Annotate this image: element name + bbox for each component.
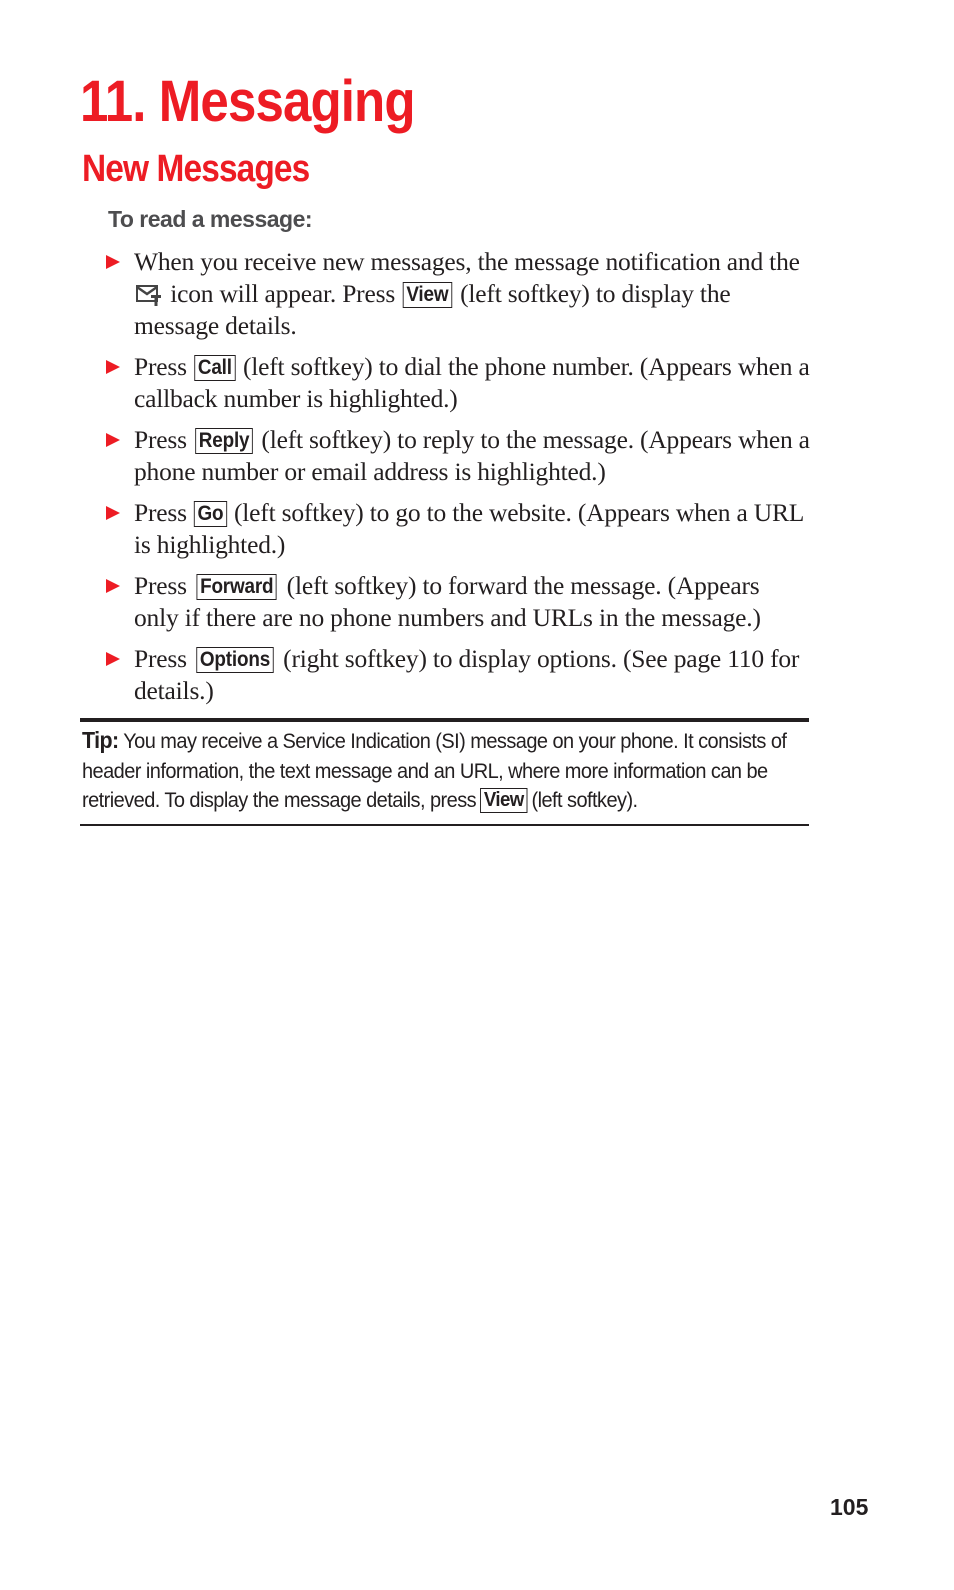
chapter-title: 11. Messaging <box>80 69 415 134</box>
bullet-arrow-icon <box>106 360 120 374</box>
bullet-text: Press <box>134 352 187 381</box>
subheading: To read a message: <box>108 206 313 232</box>
tip-label: Tip: <box>82 727 119 753</box>
bullet-text: (left softkey) to display the message details. <box>134 279 731 340</box>
tip-box <box>80 718 809 826</box>
new-message-envelope-icon <box>136 284 162 306</box>
bullet-text: When you receive new messages, the message notification and the <box>134 247 800 276</box>
bullet-arrow-icon <box>106 506 120 520</box>
bullet-text: Press <box>134 644 187 673</box>
tip-text-end: (left softkey). <box>531 788 638 812</box>
bullet-arrow-icon <box>106 652 120 666</box>
bullet-arrow-icon <box>106 579 120 593</box>
softkey-go: Go <box>194 501 227 527</box>
tip-text: You may receive a Service Indication (SI) message on your phone. It consists of header information, the text message and an URL, where more information can be retrieved. To display the message details, press <box>82 729 787 812</box>
bullet-arrow-icon <box>106 433 120 447</box>
bullet-text: Press <box>134 571 187 600</box>
list-item <box>106 351 810 415</box>
list-item <box>106 643 810 707</box>
softkey-forward: Forward <box>197 574 278 600</box>
bullet-text: (left softkey) to forward the message. (Appears only if there are no phone numbers and URLs in the message.) <box>134 571 761 632</box>
bullet-text: (left softkey) to dial the phone number. (Appears when a callback number is highlighted.) <box>134 352 810 413</box>
page-number: 105 <box>830 1494 869 1520</box>
bullet-text: (right softkey) to display options. (See page 110 for details.) <box>134 644 800 705</box>
bullet-text: (left softkey) to reply to the message. (Appears when a phone number or email address is highlighted.) <box>134 425 810 486</box>
list-item <box>106 246 810 342</box>
softkey-options: Options <box>196 647 273 673</box>
softkey-view: View <box>403 282 452 308</box>
bullet-text: icon will appear. Press <box>170 279 396 308</box>
list-item <box>106 570 810 634</box>
bullet-text: Press <box>134 498 187 527</box>
instruction-list <box>106 246 810 716</box>
section-title: New Messages <box>82 148 310 190</box>
softkey-call: Call <box>194 355 235 381</box>
list-item <box>106 424 810 488</box>
list-item <box>106 497 810 561</box>
bullet-text: Press <box>134 425 187 454</box>
softkey-reply: Reply <box>195 428 253 454</box>
softkey-view: View <box>480 788 527 813</box>
bullet-arrow-icon <box>106 255 120 269</box>
bullet-text: (left softkey) to go to the website. (Appears when a URL is highlighted.) <box>134 498 804 559</box>
